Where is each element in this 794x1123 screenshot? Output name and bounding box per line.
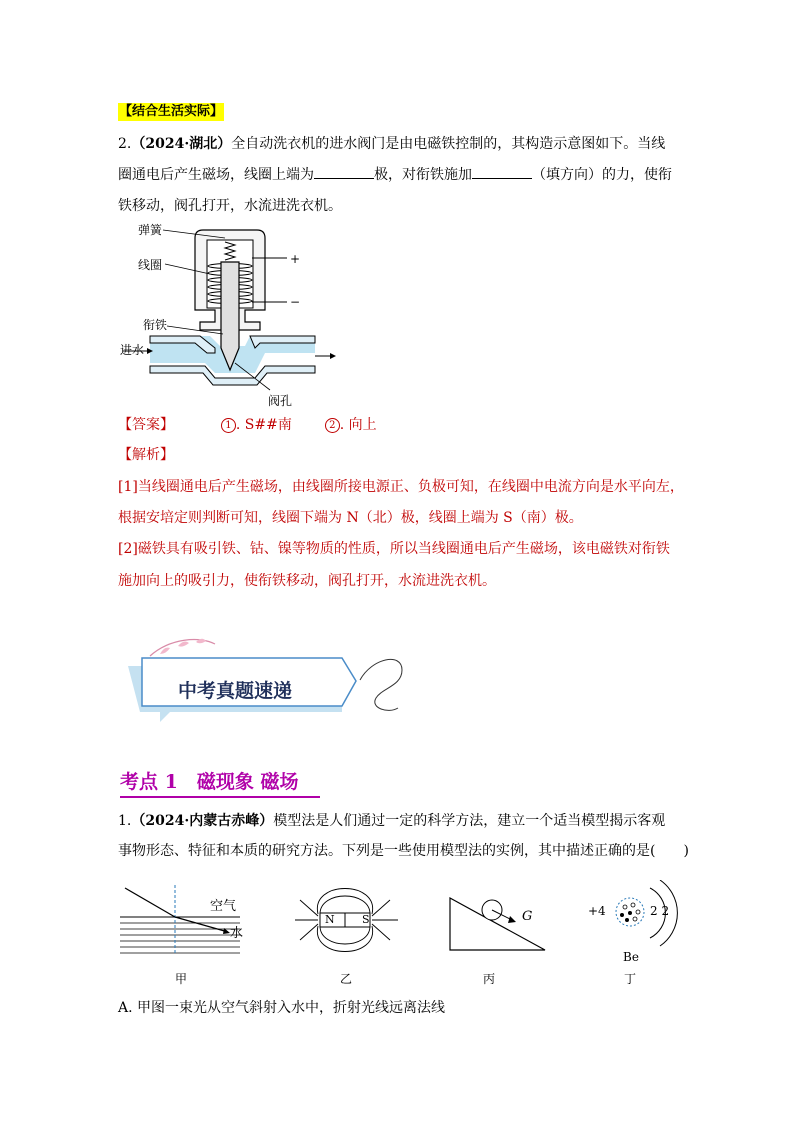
q1-source: （2024·内蒙古赤峰） xyxy=(131,813,274,829)
label-valve-hole: 阀孔 xyxy=(268,394,293,408)
q2-line2a: 圈通电后产生磁场，线圈上端为 xyxy=(118,167,314,183)
label-spring: 弹簧 xyxy=(138,223,163,237)
label-minus: − xyxy=(290,295,301,309)
banner-leaf-2 xyxy=(178,642,189,647)
caption-ding: 丁 xyxy=(624,972,637,986)
option-a[interactable]: A. 甲图一束光从空气斜射入水中，折射光线远离法线 xyxy=(118,1000,446,1016)
q2-number: 2. xyxy=(118,136,132,152)
figure-incline xyxy=(450,898,545,950)
label-G: G xyxy=(522,909,533,924)
figure-refraction xyxy=(120,885,240,955)
banner-title: 中考真题速递 xyxy=(178,680,293,702)
section-tag: 【结合生活实际】 xyxy=(119,104,224,119)
answer-label: 【答案】 xyxy=(118,417,174,433)
analysis-p2a: [2]磁铁具有吸引铁、钴、镍等物质的性质，所以当线圈通电后产生磁场，该电磁铁对衔铁 xyxy=(118,541,670,557)
q2-line3: 铁移动，阀孔打开，水流进洗衣机。 xyxy=(118,198,342,214)
label-water: 水 xyxy=(230,926,244,941)
caption-bing: 丙 xyxy=(483,972,496,986)
label-shell-electrons: 2 2 xyxy=(650,904,670,918)
analysis-p2b: 施加向上的吸引力，使衔铁移动，阀孔打开，水流进洗衣机。 xyxy=(118,573,496,589)
label-coil: 线圈 xyxy=(138,258,163,272)
q2-line2 xyxy=(118,166,672,183)
q1-line1-text: 模型法是人们通过一定的科学方法，建立一个适当模型揭示客观 xyxy=(273,813,666,829)
answer-2: . 向上 xyxy=(339,417,377,433)
answer-line xyxy=(118,417,377,433)
kaodian-title: 考点 1 磁现象 磁场 xyxy=(120,771,299,793)
q1-line1 xyxy=(118,813,665,829)
label-N: N xyxy=(325,913,335,926)
banner-vine xyxy=(150,640,215,656)
label-S: S xyxy=(362,913,370,926)
q2-line2c: （填方向）的力，使衔 xyxy=(532,167,672,183)
caption-yi: 乙 xyxy=(340,972,353,986)
model-figures xyxy=(120,880,680,960)
label-be: Be xyxy=(623,950,639,964)
analysis-p1b: 根据安培定则判断可知，线圈下端为 N（北）极，线圈上端为 S（南）极。 xyxy=(118,510,583,526)
answer-num-1: 1 xyxy=(221,418,236,433)
answer-num-2: 2 xyxy=(325,418,340,433)
banner-swirl xyxy=(360,659,402,710)
analysis-label: 【解析】 xyxy=(118,447,174,463)
arrow-out-head xyxy=(330,353,336,359)
label-water-in: 进水 xyxy=(120,343,145,357)
label-plus: + xyxy=(290,252,301,266)
analysis-p1a: [1]当线圈通电后产生磁场，由线圈所接电源正、负极可知，在线圈中电流方向是水平向左， xyxy=(118,479,684,495)
q2-source: （2024·湖北） xyxy=(131,136,232,152)
q2-blank-2[interactable] xyxy=(472,166,532,179)
kaodian-underline xyxy=(120,796,320,798)
q2-line2b: 极，对衔铁施加 xyxy=(374,167,472,183)
label-armature: 衔铁 xyxy=(143,318,168,332)
q2-line1 xyxy=(118,136,665,152)
q2-line1-text: 全自动洗衣机的进水阀门是由电磁铁控制的，其构造示意图如下。当线 xyxy=(231,136,666,152)
answer-1: . S##南 xyxy=(235,417,292,433)
label-air: 空气 xyxy=(210,899,237,914)
q2-blank-1[interactable] xyxy=(314,166,374,179)
armature xyxy=(221,262,239,370)
valve-diagram xyxy=(115,218,345,413)
label-plus4: +4 xyxy=(588,904,606,918)
q1-line2: 事物形态、特征和本质的研究方法。下列是一些使用模型法的实例，其中描述正确的是( ) xyxy=(118,843,689,859)
banner-leaf-1 xyxy=(160,648,170,654)
caption-jia: 甲 xyxy=(175,972,188,986)
q1-number: 1. xyxy=(118,813,132,829)
